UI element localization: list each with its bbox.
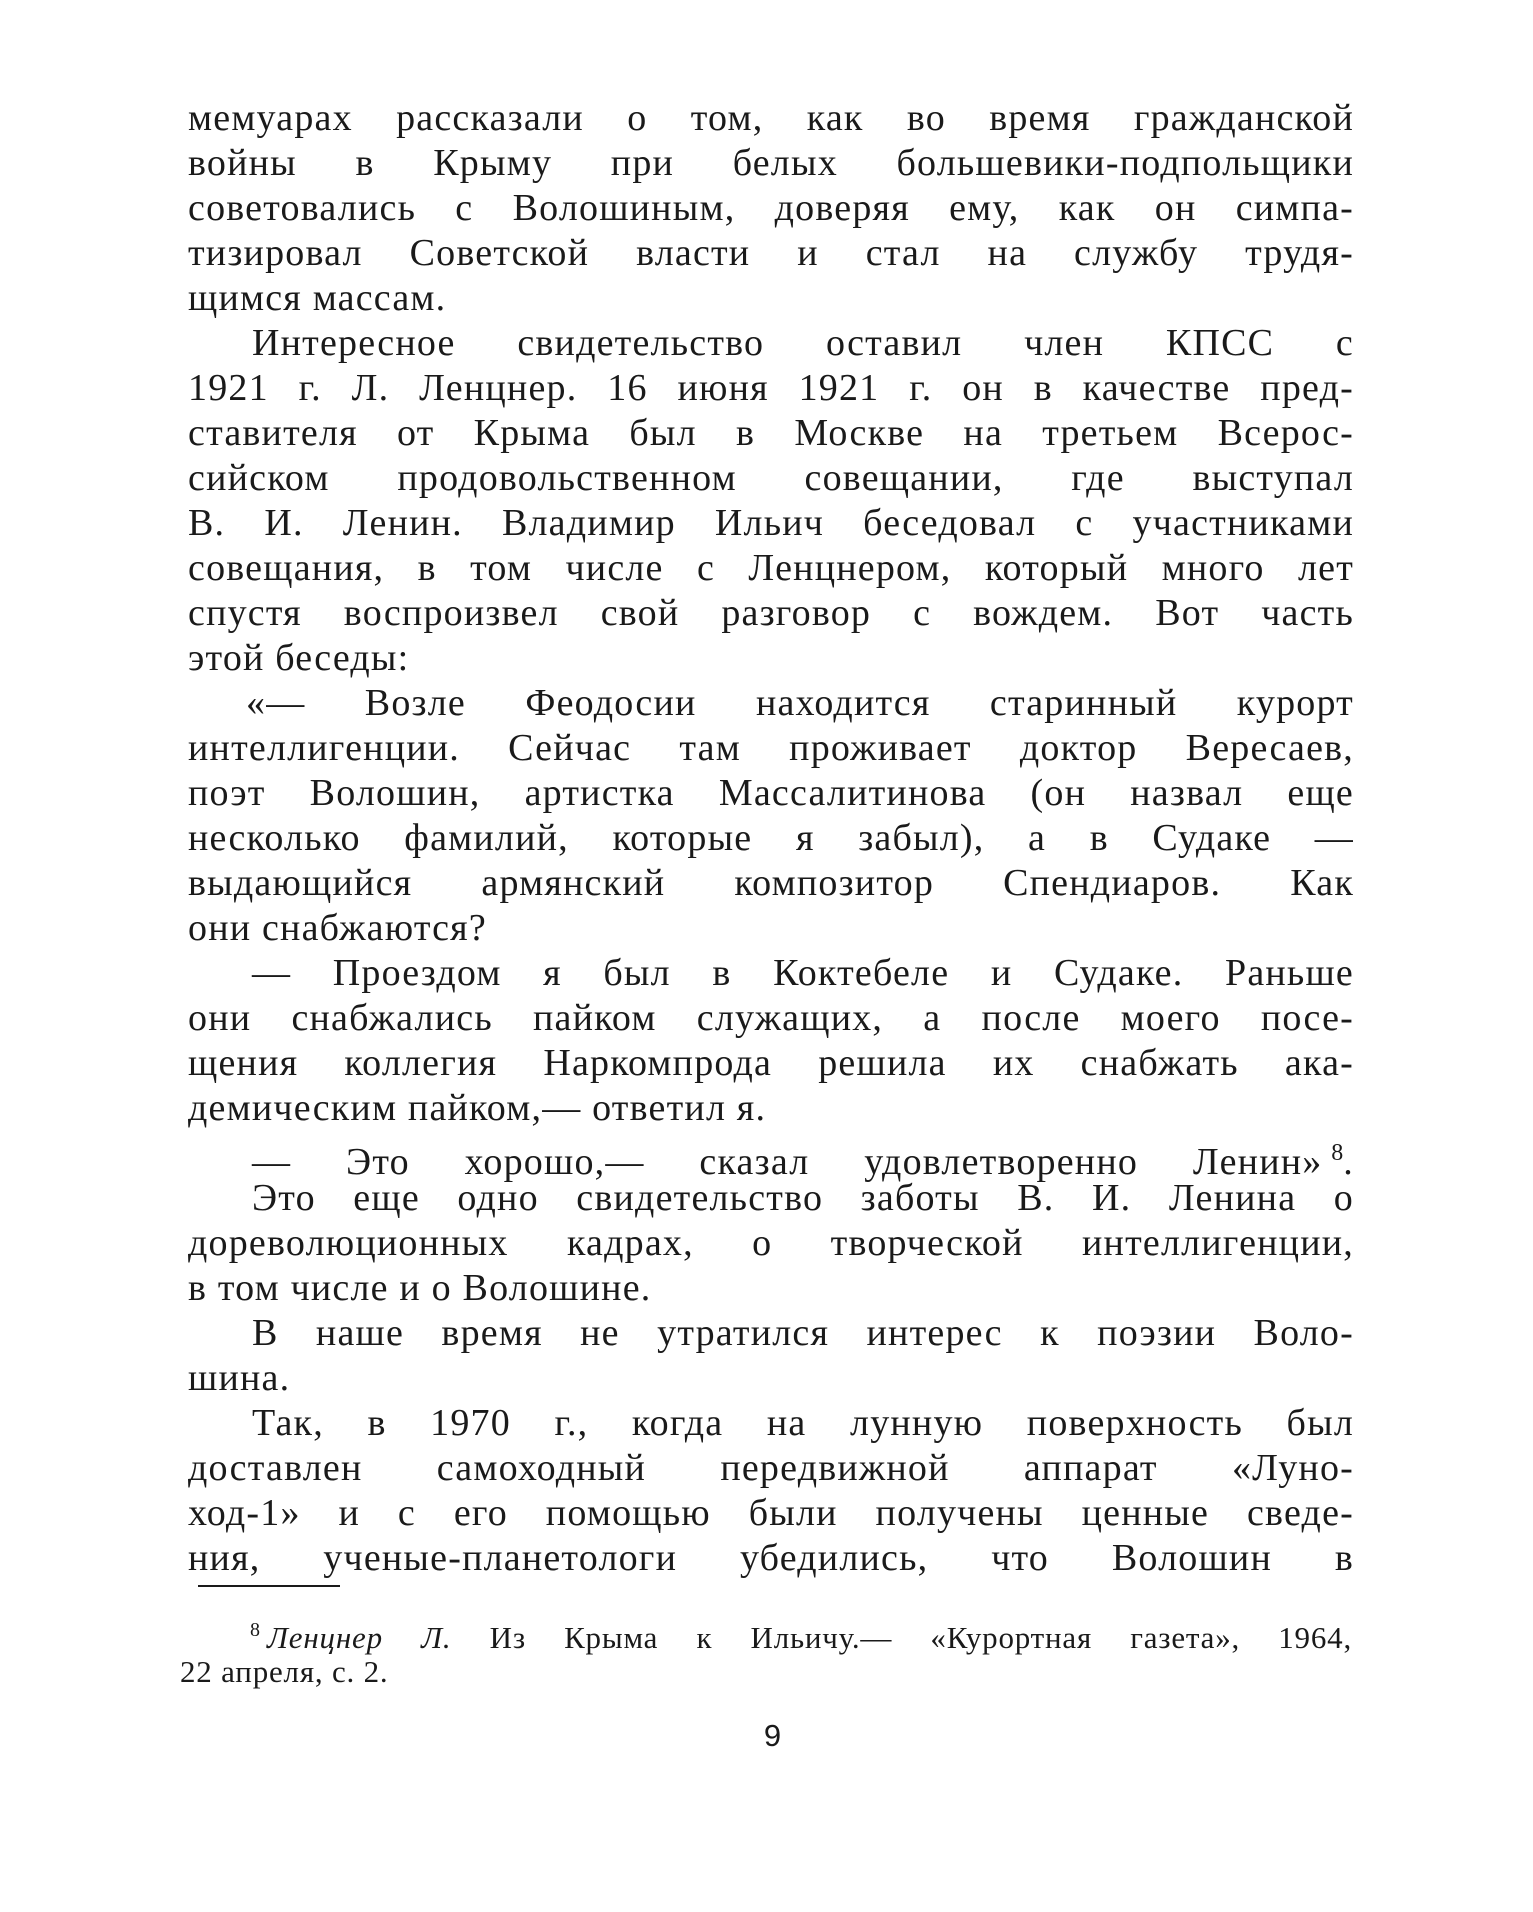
- text-line: Это еще одно свидетельство заботы В. И. Ленина о: [252, 1177, 1354, 1219]
- text-line: щения коллегия Наркомпрода решила их снабжать ака-: [188, 1042, 1354, 1084]
- text-line: этой беседы:: [188, 637, 410, 679]
- text-line: Интересное свидетельство оставил член КПСС с: [252, 322, 1354, 364]
- text-line: интеллигенции. Сейчас там проживает доктор Вересаев,: [188, 727, 1354, 769]
- text-line: мемуарах рассказали о том, как во время гражданской: [188, 97, 1354, 139]
- text-line: демическим пайком,— ответил я.: [188, 1087, 767, 1129]
- text-line: выдающийся армянский композитор Спендиаров. Как: [188, 862, 1354, 904]
- page-number: 9: [763, 1718, 782, 1753]
- text-line: советовались с Волошиным, доверяя ему, как он симпа-: [188, 187, 1354, 229]
- text-line: они снабжаются?: [188, 907, 487, 949]
- text-line: несколько фамилий, которые я забыл), а в Судаке —: [188, 817, 1354, 859]
- text-line: щимся массам.: [188, 277, 447, 319]
- text-line-content: — Это хорошо,— сказал удовлетворенно Ленин»: [252, 1141, 1323, 1183]
- text-line: ход-1» и с его помощью были получены ценные сведе-: [188, 1492, 1354, 1534]
- footnote-reference-period: .: [1343, 1141, 1354, 1183]
- footnote-divider: [198, 1585, 340, 1587]
- text-line: В наше время не утратился интерес к поэзии Воло-: [252, 1312, 1354, 1354]
- text-line: ставителя от Крыма был в Москве на третьем Всерос-: [188, 412, 1354, 454]
- text-line: — Проездом я был в Коктебеле и Судаке. Раньше: [252, 952, 1354, 994]
- text-line: доставлен самоходный передвижной аппарат «Луно-: [188, 1447, 1354, 1489]
- text-line: «— Возле Феодосии находится старинный курорт: [246, 682, 1354, 724]
- footnote-mark: 8: [250, 1619, 260, 1641]
- footnote-reference: 8: [1331, 1140, 1344, 1166]
- text-line: ния, ученые-планетологи убедились, что Волошин в: [188, 1537, 1354, 1579]
- text-line: они снабжались пайком служащих, а после моего посе-: [188, 997, 1354, 1039]
- text-line: тизировал Советской власти и стал на службу трудя-: [188, 232, 1354, 274]
- footnote: [180, 1610, 1352, 1692]
- text-line: В. И. Ленин. Владимир Ильич беседовал с участниками: [188, 502, 1354, 544]
- footnote-line: 22 апреля, с. 2.: [180, 1654, 389, 1689]
- text-line: Так, в 1970 г., когда на лунную поверхность был: [252, 1402, 1354, 1444]
- text-line: спустя воспроизвел свой разговор с вождем. Вот часть: [188, 592, 1354, 634]
- text-line-with-footnote-ref: [188, 1131, 1354, 1183]
- footnote-line: [180, 1610, 1352, 1655]
- body-text: [188, 96, 1354, 1581]
- text-line: в том числе и о Волошине.: [188, 1267, 652, 1309]
- footnote-author: Ленцнер Л.: [267, 1620, 452, 1655]
- text-line: совещания, в том числе с Ленцнером, который много лет: [188, 547, 1354, 589]
- text-line: шина.: [188, 1357, 291, 1399]
- text-line: войны в Крыму при белых большевики-подпольщики: [188, 142, 1354, 184]
- footnote-source: Из Крыма к Ильичу.— «Курортная газета», 1964,: [451, 1620, 1352, 1655]
- text-line: 1921 г. Л. Ленцнер. 16 июня 1921 г. он в качестве пред-: [188, 367, 1354, 409]
- text-line: поэт Волошин, артистка Массалитинова (он назвал еще: [188, 772, 1354, 814]
- text-line: сийском продовольственном совещании, где выступал: [188, 457, 1354, 499]
- text-line: дореволюционных кадрах, о творческой интеллигенции,: [188, 1222, 1354, 1264]
